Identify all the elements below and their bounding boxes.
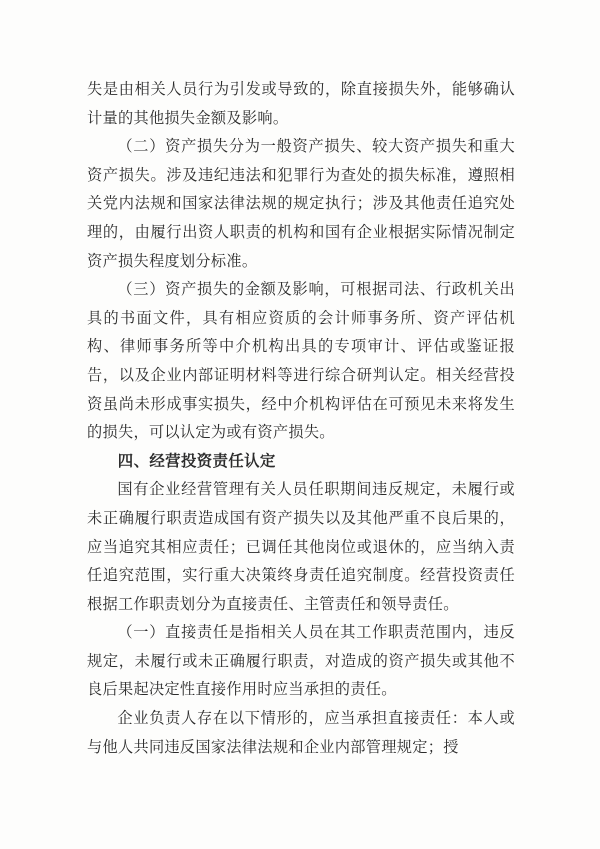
paragraph-continuation: 失是由相关人员行为引发或导致的，除直接损失外，能够确认计量的其他损失金额及影响。 [87, 80, 515, 127]
paragraph-direct-responsibility: （一）直接责任是指相关人员在其工作职责范围内，违反规定，未履行或未正确履行职责，对造成的资产损失或其他不良后果起决定性直接作用时应当承担的责任。 [87, 623, 515, 699]
paragraph-responsibility-scope: 国有企业经营管理有关人员任职期间违反规定，未履行或未正确履行职责造成国有资产损失以及其他严重不良后果的，应当追究其相应责任；已调任其他岗位或退休的，应当纳入责任追究范围，实行重大决策终身责任追究制度。经营投资责任根据工作职责划分为直接责任、主管责任和领导责任。 [87, 480, 515, 613]
paragraph-asset-loss-classification: （二）资产损失分为一般资产损失、较大资产损失和重大资产损失。涉及违纪违法和犯罪行为查处的损失标准，遵照相关党内法规和国家法律法规的规定执行；涉及其他责任追究处理的，由履行出资人职责的机构和国有企业根据实际情况制定资产损失程度划分标准。 [87, 137, 515, 270]
paragraph-asset-loss-amount: （三）资产损失的金额及影响，可根据司法、行政机关出具的书面文件，具有相应资质的会计师事务所、资产评估机构、律师事务所等中介机构出具的专项审计、评估或鉴证报告，以及企业内部证明材料等进行综合研判认定。相关经营投资虽尚未形成事实损失，经中介机构评估在可预见未来将发生的损失，可以认定为或有资产损失。 [87, 280, 515, 442]
section-heading: 四、经营投资责任认定 [117, 451, 276, 470]
document-body [87, 75, 515, 761]
paragraph-direct-responsibility-cases: 企业负责人存在以下情形的，应当承担直接责任：本人或与他人共同违反国家法律法规和企业内部管理规定；授 [87, 709, 515, 756]
